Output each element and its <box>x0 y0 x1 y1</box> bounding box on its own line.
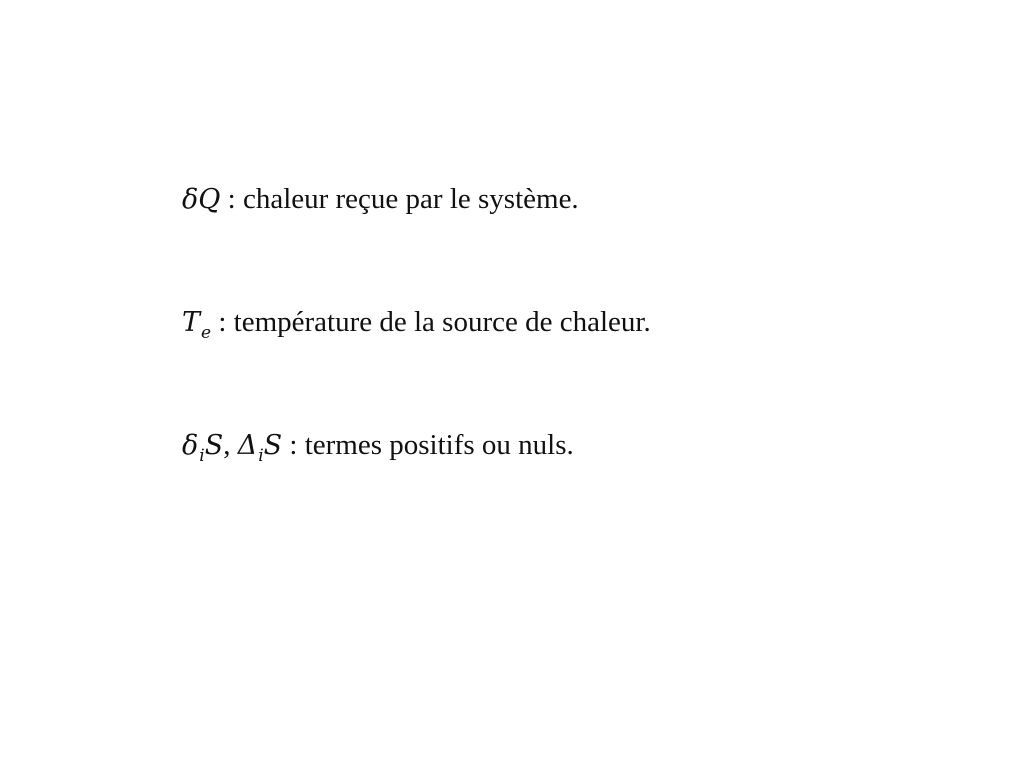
definition-text: : termes positifs ou nuls. <box>282 429 574 461</box>
definition-text: : température de la source de chaleur. <box>211 306 651 338</box>
subscript-i: i <box>199 446 205 466</box>
symbol-delta-small: δ <box>182 430 199 461</box>
symbol-separator: , <box>223 429 238 461</box>
subscript-e: e <box>201 323 212 343</box>
symbol-delta-capital: Δ <box>237 430 258 461</box>
definition-source-temperature <box>182 305 651 343</box>
definition-heat-received <box>182 182 579 217</box>
subscript-i: i <box>258 446 264 466</box>
symbol-delta-q: δQ <box>182 184 221 215</box>
symbol-s: S <box>204 430 224 461</box>
symbol-t: T <box>182 307 201 338</box>
definition-entropy-terms <box>182 428 574 466</box>
symbol-s: S <box>263 430 283 461</box>
definition-text: : chaleur reçue par le système. <box>220 183 579 215</box>
